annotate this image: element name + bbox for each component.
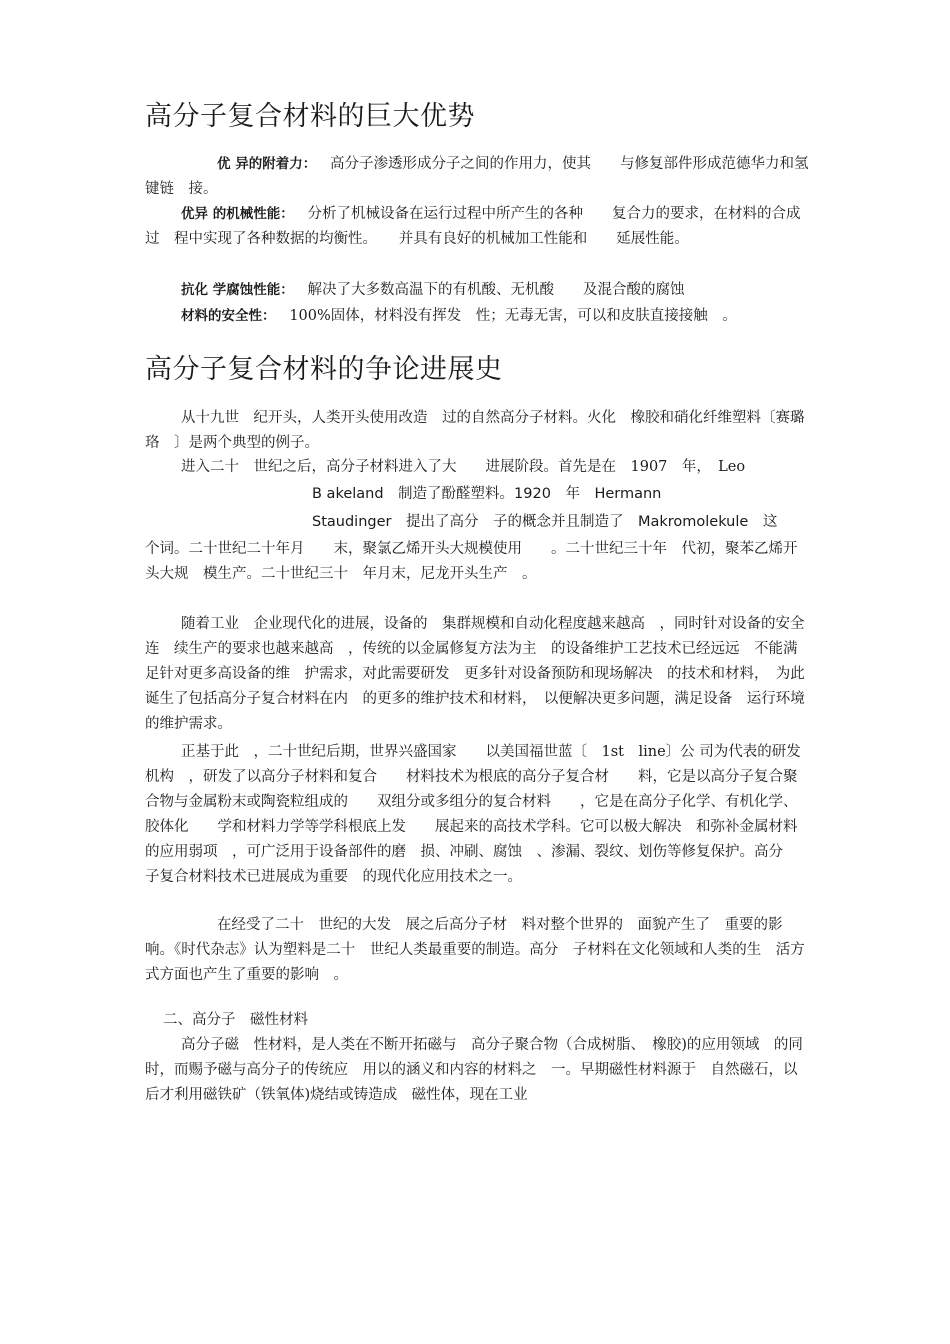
history-paragraph-3: 随着工业 企业现代化的进展，设备的 集群规模和自动化程度越来越高 ，同时针对设备的安全连 续生产的要求也越来越高 ，传统的以金属修复方法为主 的设备维护工艺技术已经远远 不能满足针对更多高设备的维 护需求，对此需要研发 更多针对设备预防和现场解决 的技术和材料， 为此诞生了包括高分子复合材料在内 的更多的维护技术和材料， 以便解决更多问题，满足设备 运行环境的维护需求。	[145, 616, 805, 732]
advantage-text: 100%固体，材料没有挥发 性；无毒无害，可以和皮肤直接接触 。	[289, 308, 737, 324]
advantage-label: 抗化 学腐蚀性能：	[181, 282, 294, 298]
history-paragraph-5: 在经受了二十 世纪的大发 展之后高分子材 料对整个世界的 面貌产生了 重要的影响。《时代杂志》认为塑料是二十 世纪人类最重要的制造。高分 子材料在文化领域和人类的生 活方式方面也产生了重要的影响 。	[145, 917, 805, 983]
heading-advantages: 高分子复合材料的巨大优势	[145, 101, 475, 132]
history-paragraph-1: 从十九世 纪开头，人类开头使用改造 过的自然高分子材料。火化 橡胶和硝化纤维塑料〔赛璐珞 〕是两个典型的例子。	[145, 410, 805, 451]
history-paragraph-2-line-2: B akeland 制造了酚醛塑料。1920 年 Hermann	[312, 486, 662, 502]
advantage-label: 优 异的附着力：	[217, 156, 317, 172]
history-paragraph-2-line-3: Staudinger 提出了高分 子的概念并且制造了 Makromolekule 这	[312, 514, 778, 530]
advantage-label: 材料的安全性：	[181, 308, 276, 324]
advantage-text: 高分子渗透形成分子之间的作用力，使其 与修复部件形成范德华力和氢键链 接。	[145, 156, 809, 197]
advantage-safety	[145, 304, 810, 329]
heading-history: 高分子复合材料的争论进展史	[145, 354, 503, 385]
advantage-corrosion	[145, 278, 810, 303]
section-2-paragraph-1: 高分子磁 性材料，是人类在不断开拓磁与 高分子聚合物（合成树脂、 橡胶)的应用领域 的同时，而赐予磁与高分子的传统应 用以的涵义和内容的材料之 一。早期磁性材料源于 自然磁石，以后才利用磁铁矿（铁氧体)烧结或铸造成 磁性体，现在工业	[145, 1037, 803, 1103]
section-2-title: 二、高分子 磁性材料	[163, 1012, 308, 1028]
history-paragraph-2-line-1: 进入二十 世纪之后，高分子材料进入了大 进展阶段。首先是在 1907 年， Leo	[181, 459, 746, 475]
history-paragraph-2-rest: 个词。二十世纪二十年月 末，聚氯乙烯开头大规模使用 。二十世纪三十年 代初，聚苯乙烯开头大规 模生产。二十世纪三十 年月末，尼龙开头生产 。	[145, 541, 798, 582]
advantage-text: 分析了机械设备在运行过程中所产生的各种 复合力的要求，在材料的合成过 程中实现了各种数据的均衡性。 并具有良好的机械加工性能和 延展性能。	[145, 206, 801, 247]
advantage-mechanical	[145, 202, 810, 252]
advantage-text: 解决了大多数高温下的有机酸、无机酸 及混合酸的腐蚀	[307, 282, 685, 298]
advantage-label: 优异 的机械性能：	[181, 206, 294, 222]
advantage-adhesion	[145, 152, 810, 202]
history-paragraph-4: 正基于此 ，二十世纪后期，世界兴盛国家 以美国福世蓝〔 1st line〕公 司为代表的研发机构 ，研发了以高分子材料和复合 材料技术为根底的高分子复合材 料，它是以高分子复合聚 合物与金属粉末或陶瓷粒组成的 双组分或多组分的复合材料 ，它是在高分子化学、有机化学、胶体化 学和材料力学等学科根底上发 展起来的高技术学科。它可以极大解决 和弥补金属材料的应用弱项 ，可广泛用于设备部件的磨 损、冲刷、腐蚀 、渗漏、裂纹、划伤等修复保护。高分 子复合材料技术已进展成为重要 的现代化应用技术之一。	[145, 744, 812, 885]
